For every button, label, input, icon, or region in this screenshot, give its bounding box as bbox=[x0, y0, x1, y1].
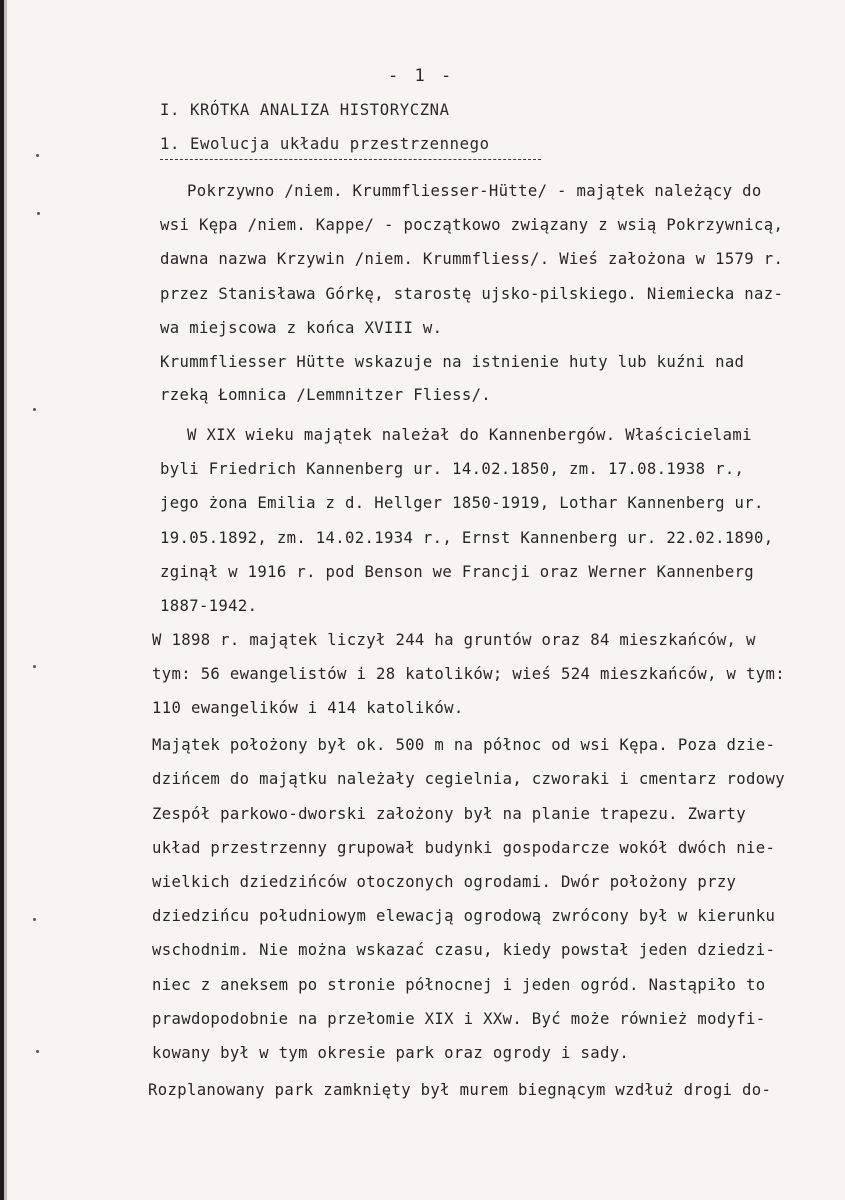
margin-mark bbox=[36, 154, 39, 157]
subsection-heading: 1. Ewolucja układu przestrzennego bbox=[160, 135, 490, 153]
text-line: zginął w 1916 r. pod Benson we Francji oraz Werner Kannenberg bbox=[160, 563, 755, 581]
text-line: układ przestrzenny grupował budynki gospodarcze wokół dwóch nie- bbox=[152, 839, 776, 857]
text-line: 110 ewangelików i 414 katolików. bbox=[152, 699, 464, 717]
text-line: rzeką Łomnica /Lemmnitzer Fliess/. bbox=[160, 386, 492, 404]
text-line: prawdopodobnie na przełomie XIX i XXw. Być może również modyfi- bbox=[152, 1010, 766, 1028]
text-line: wa miejscowa z końca XVIII w. bbox=[160, 319, 443, 337]
text-line: W XIX wieku majątek należał do Kannenbergów. Właścicielami bbox=[187, 426, 752, 444]
margin-mark bbox=[36, 1050, 39, 1053]
text-line: byli Friedrich Kannenberg ur. 14.02.1850, zm. 17.08.1938 r., bbox=[160, 460, 745, 478]
margin-mark bbox=[33, 665, 36, 668]
text-line: Rozplanowany park zamknięty był murem biegnącym wzdłuż drogi do- bbox=[148, 1081, 772, 1099]
text-line: kowany był w tym okresie park oraz ogrody i sady. bbox=[152, 1044, 630, 1062]
section-heading: I. KRÓTKA ANALIZA HISTORYCZNA bbox=[160, 101, 450, 119]
page-number: - 1 - bbox=[388, 66, 455, 86]
text-line: 1887-1942. bbox=[160, 597, 258, 615]
text-line: dziedzińcu południowym elewacją ogrodową zwrócony był w kierunku bbox=[152, 907, 776, 925]
text-line: 19.05.1892, zm. 14.02.1934 r., Ernst Kannenberg ur. 22.02.1890, bbox=[160, 529, 774, 547]
text-line: Majątek położony był ok. 500 m na północ od wsi Kępa. Poza dzie- bbox=[152, 736, 776, 754]
text-line: W 1898 r. majątek liczył 244 ha gruntów oraz 84 mieszkańców, w bbox=[152, 631, 756, 649]
text-line: Zespół parkowo-dworski założony był na planie trapezu. Zwarty bbox=[152, 805, 747, 823]
text-line: tym: 56 ewangelistów i 28 katolików; wieś 524 mieszkańców, w tym: bbox=[152, 665, 785, 683]
text-line: dzińcem do majątku należały cegielnia, czworaki i cmentarz rodowy bbox=[152, 770, 785, 788]
text-line: przez Stanisława Górkę, starostę ujsko-pilskiego. Niemiecka naz- bbox=[160, 285, 784, 303]
heading-underline bbox=[160, 159, 541, 160]
text-line: jego żona Emilia z d. Hellger 1850-1919, Lothar Kannenberg ur. bbox=[160, 494, 764, 512]
text-line: niec z aneksem po stronie północnej i jeden ogród. Nastąpiło to bbox=[152, 976, 766, 994]
scan-edge-shadow bbox=[4, 0, 7, 1200]
text-line: dawna nazwa Krzywin /niem. Krummfliess/. Wieś założona w 1579 r. bbox=[160, 250, 784, 268]
text-line: wsi Kępa /niem. Kappe/ - początkowo związany z wsią Pokrzywnicą, bbox=[160, 216, 784, 234]
text-line: Pokrzywno /niem. Krummfliesser-Hütte/ - majątek należący do bbox=[187, 182, 762, 200]
text-line: wielkich dziedzińców otoczonych ogrodami. Dwór położony przy bbox=[152, 873, 737, 891]
margin-mark bbox=[33, 408, 36, 411]
margin-mark bbox=[37, 212, 40, 215]
text-line: Krummfliesser Hütte wskazuje na istnienie huty lub kuźni nad bbox=[160, 353, 745, 371]
text-line: wschodnim. Nie można wskazać czasu, kiedy powstał jeden dziedzi- bbox=[152, 941, 776, 959]
margin-mark bbox=[33, 918, 36, 921]
